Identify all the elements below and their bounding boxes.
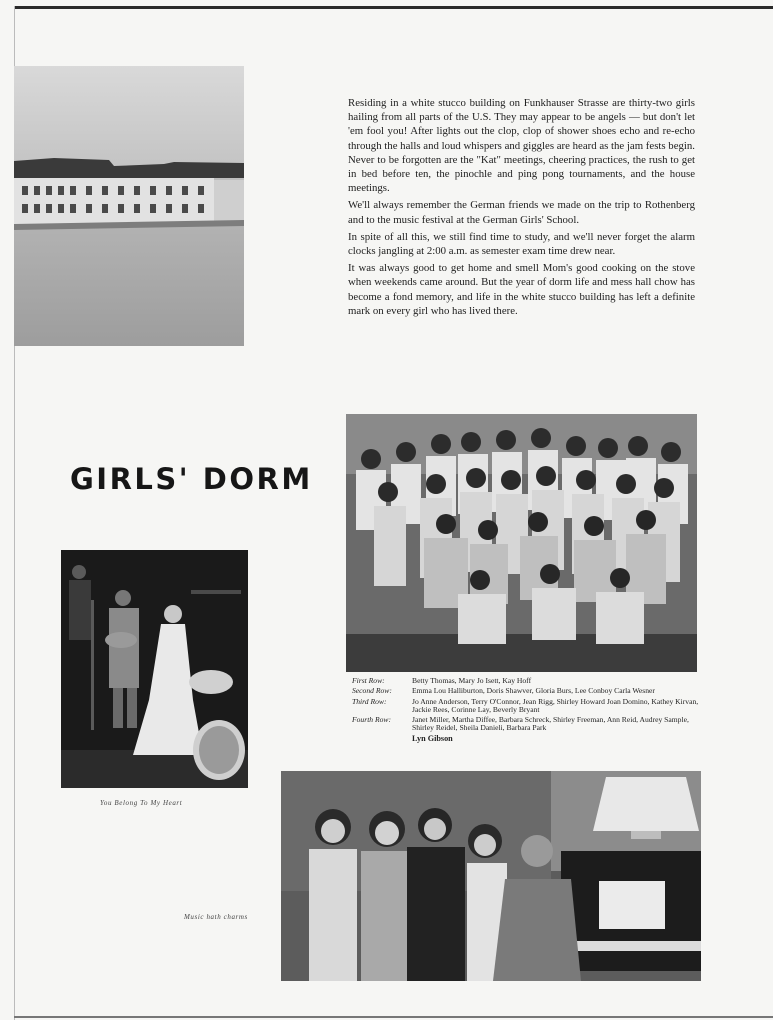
- names-row-third: [352, 698, 700, 715]
- row-names: Betty Thomas, Mary Jo Isett, Kay Hoff: [412, 676, 532, 685]
- music-photo: [281, 771, 701, 981]
- names-row-second: [352, 687, 700, 695]
- bottom-rule: [14, 1016, 773, 1018]
- band-photo: [61, 550, 248, 788]
- article-paragraph: Residing in a white stucco building on Funkhauser Strasse are thirty-two girls hailing from all parts of the U.S. They may appear to be angels — but don't let 'em fool you! After lights out the clop, clop of shower shoes echo and re-echo through the halls and loud whispers and giggles are heard as the jam fests begin. Never to be forgotten are the "Kat" meetings, cheering practices, the rush to get in bed before ten, the pinochle and ping pong tournaments, and the house meetings.: [348, 97, 695, 195]
- row-label: First Row:: [352, 676, 385, 685]
- article-text: [348, 96, 695, 321]
- row-names: Jo Anne Anderson, Terry O'Connor, Jean Rigg, Shirley Howard Joan Domino, Kathey Kirvan, Jackie Rees, Corinne Lay, Beverly Bryant: [412, 696, 699, 714]
- names-row-first: [352, 677, 700, 685]
- article-paragraph: In spite of all this, we still find time to study, and we'll never forget the alarm clocks jangling at 2:00 a.m. as semester exam time drew near.: [348, 230, 695, 258]
- row-names: Janet Miller, Martha Diffee, Barbara Schreck, Shirley Freeman, Ann Reid, Audrey Sample, Shirley Reidel, Sheila Danieli, Barbara Park: [412, 715, 689, 733]
- row-label: Third Row:: [352, 696, 387, 706]
- row-label: Fourth Row:: [352, 715, 392, 725]
- names-row-fourth: [352, 716, 700, 733]
- dorm-building-photo: [14, 66, 244, 346]
- group-photo: [346, 414, 697, 672]
- music-photo-caption: Music hath charms: [184, 913, 248, 921]
- page-title: GIRLS' DORM: [70, 462, 313, 496]
- article-paragraph: We'll always remember the German friends we made on the trip to Rothenberg and to the music festival at the German Girls' School.: [348, 199, 695, 226]
- row-label: Second Row:: [352, 686, 392, 696]
- band-photo-caption: You Belong To My Heart: [100, 799, 183, 807]
- group-photo-names: [352, 677, 700, 743]
- row-names: Emma Lou Halliburton, Doris Shawver, Gloria Burs, Lee Conboy Carla Wesner: [412, 686, 655, 696]
- article-paragraph: It was always good to get home and smell Mom's good cooking on the stove when weekends came around. But the year of dorm life and mess hall chow has become a fond memory, and life in the white stucco building has left a definite mark on every girl who has lived there.: [348, 262, 695, 317]
- top-rule: [14, 6, 773, 9]
- names-last-entry: Lyn Gibson: [412, 733, 453, 743]
